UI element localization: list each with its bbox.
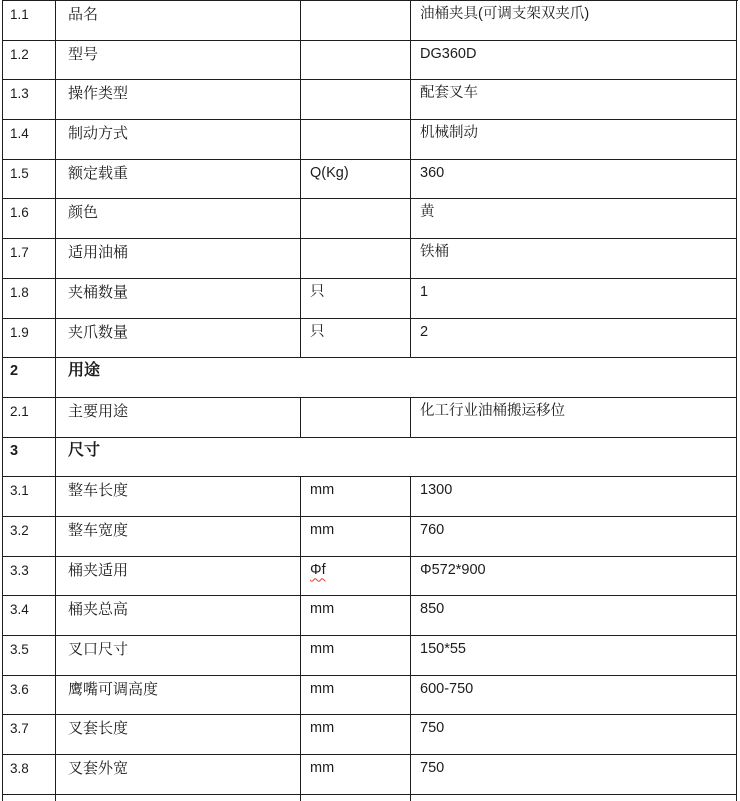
row-number: 3.7: [3, 715, 56, 755]
table-row: [3, 160, 738, 200]
spec-table: [2, 0, 738, 801]
row-value: 1300: [411, 477, 737, 517]
table-row: [3, 715, 738, 755]
row-unit: mm: [301, 755, 411, 795]
row-value: 化工行业油桶搬运移位: [411, 398, 737, 438]
row-value: 360: [411, 160, 737, 200]
row-number: 3.2: [3, 517, 56, 557]
clipped-row-unit: [301, 795, 411, 801]
row-label: 主要用途: [56, 398, 301, 438]
row-unit: mm: [301, 676, 411, 716]
row-unit: [301, 41, 411, 81]
row-label: 叉套外宽: [56, 755, 301, 795]
table-row: [3, 120, 738, 160]
row-label: 操作类型: [56, 80, 301, 120]
row-unit: mm: [301, 477, 411, 517]
row-label: 整车宽度: [56, 517, 301, 557]
row-label: 夹爪数量: [56, 319, 301, 359]
row-label: 鹰嘴可调高度: [56, 676, 301, 716]
row-value: 1: [411, 279, 737, 319]
row-value: 750: [411, 755, 737, 795]
row-number: 1.6: [3, 199, 56, 239]
row-number: 3.1: [3, 477, 56, 517]
row-unit: Φf: [301, 557, 411, 597]
row-label: 适用油桶: [56, 239, 301, 279]
row-number: 1.7: [3, 239, 56, 279]
section-row: [3, 358, 738, 398]
row-unit: [301, 398, 411, 438]
clipped-row: [3, 795, 738, 801]
table-row: [3, 279, 738, 319]
spec-table-rows: [3, 1, 738, 795]
table-row: [3, 557, 738, 597]
section-title: 用途: [56, 358, 737, 398]
clipped-row-value: [411, 795, 737, 801]
row-number: 1.3: [3, 80, 56, 120]
section-row: [3, 438, 738, 478]
row-unit: mm: [301, 715, 411, 755]
table-row: [3, 596, 738, 636]
table-row: [3, 1, 738, 41]
row-unit: [301, 80, 411, 120]
row-value: 配套叉车: [411, 80, 737, 120]
table-row: [3, 477, 738, 517]
row-number: 1.5: [3, 160, 56, 200]
table-row: [3, 676, 738, 716]
row-label: 叉口尺寸: [56, 636, 301, 676]
table-row: [3, 239, 738, 279]
table-row: [3, 319, 738, 359]
row-unit: mm: [301, 517, 411, 557]
row-value: 150*55: [411, 636, 737, 676]
row-label: 夹桶数量: [56, 279, 301, 319]
row-number: 2.1: [3, 398, 56, 438]
row-label: 制动方式: [56, 120, 301, 160]
row-number: 2: [3, 358, 56, 398]
row-unit: 只: [301, 319, 411, 359]
row-unit: 只: [301, 279, 411, 319]
row-label: 桶夹适用: [56, 557, 301, 597]
row-label: 型号: [56, 41, 301, 81]
row-unit: Q(Kg): [301, 160, 411, 200]
row-number: 3.4: [3, 596, 56, 636]
row-value: 850: [411, 596, 737, 636]
row-unit: [301, 239, 411, 279]
table-row: [3, 636, 738, 676]
row-number: 3.3: [3, 557, 56, 597]
row-number: 1.8: [3, 279, 56, 319]
row-value: 600-750: [411, 676, 737, 716]
row-label: 叉套长度: [56, 715, 301, 755]
row-value: DG360D: [411, 41, 737, 81]
row-number: 1.1: [3, 1, 56, 41]
row-number: 3: [3, 438, 56, 478]
clipped-row-label: [56, 795, 301, 801]
table-row: [3, 80, 738, 120]
row-value: 760: [411, 517, 737, 557]
row-label: 桶夹总高: [56, 596, 301, 636]
row-label: 颜色: [56, 199, 301, 239]
table-row: [3, 755, 738, 795]
row-unit: [301, 120, 411, 160]
row-value: 750: [411, 715, 737, 755]
row-label: 品名: [56, 1, 301, 41]
row-value: 机械制动: [411, 120, 737, 160]
row-value: 铁桶: [411, 239, 737, 279]
row-value: 黄: [411, 199, 737, 239]
clipped-row-number: [3, 795, 56, 801]
row-label: 额定载重: [56, 160, 301, 200]
row-value: 油桶夹具(可调支架双夹爪): [411, 1, 737, 41]
row-label: 整车长度: [56, 477, 301, 517]
row-number: 3.6: [3, 676, 56, 716]
table-row: [3, 199, 738, 239]
section-title: 尺寸: [56, 438, 737, 478]
table-row: [3, 517, 738, 557]
row-unit: [301, 199, 411, 239]
row-number: 3.5: [3, 636, 56, 676]
table-row: [3, 41, 738, 81]
row-value: 2: [411, 319, 737, 359]
row-unit: mm: [301, 596, 411, 636]
row-number: 3.8: [3, 755, 56, 795]
row-number: 1.2: [3, 41, 56, 81]
table-row: [3, 398, 738, 438]
row-number: 1.9: [3, 319, 56, 359]
row-unit: mm: [301, 636, 411, 676]
row-unit: [301, 1, 411, 41]
row-value: Φ572*900: [411, 557, 737, 597]
row-number: 1.4: [3, 120, 56, 160]
